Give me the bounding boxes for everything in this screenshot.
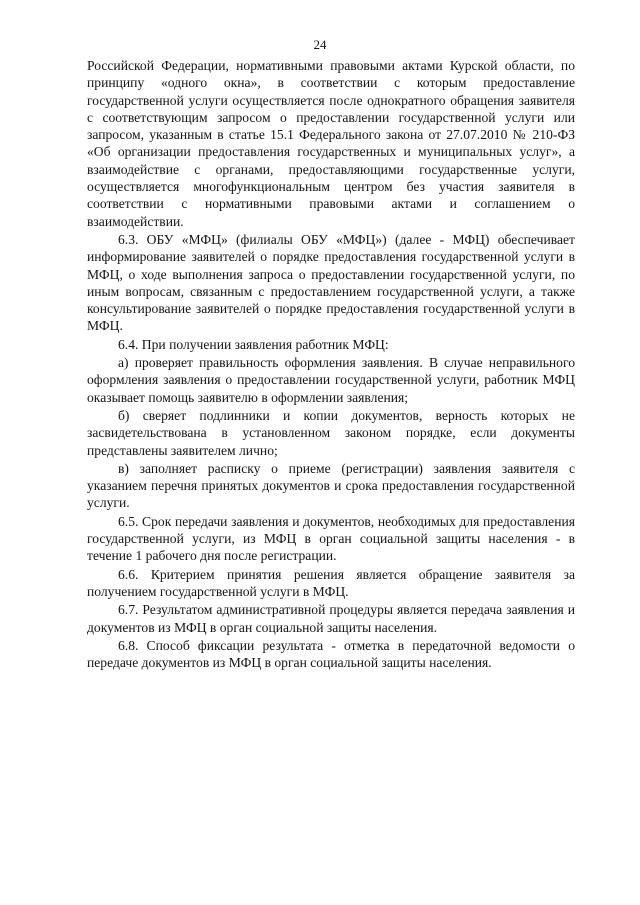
paragraph-6-4-a: а) проверяет правильность оформления заявления. В случае неправильного оформления заявления о предоставлении государственной услуги, работник МФЦ оказывает помощь заявителю в оформлении заявления; [87, 355, 575, 405]
page-number: 24 [313, 37, 327, 52]
paragraph-6-4-b: б) сверяет подлинники и копии документов, верность которых не засвидетельствована в установленном законом порядке, если документы представлены заявителем лично; [87, 407, 575, 458]
paragraph-6-4-v: в) заполняет расписку о приеме (регистрации) заявления заявителя с указанием перечня принятых документов и срока предоставления государственной услуги. [87, 460, 575, 511]
paragraph-6-8: 6.8. Способ фиксации результата - отметка в передаточной ведомости о передаче документов из МФЦ в орган социальной защиты населения. [87, 637, 575, 671]
document-body [87, 57, 575, 671]
paragraph-6-3: 6.3. ОБУ «МФЦ» (филиалы ОБУ «МФЦ») (далее - МФЦ) обеспечивает информирование заявителей о порядке предоставления государственной услуги в МФЦ, о ходе выполнения запроса о предоставлении государственной услуги, по иным вопросам, связанным с предоставлением государственной услуги, а также консультирование заявителей о порядке предоставления государственной услуги в МФЦ. [87, 231, 575, 334]
paragraph-continuation: Российской Федерации, нормативными правовыми актами Курской области, по принципу «одного окна», в соответствии с которым предоставление государственной услуги осуществляется после однократного обращения заявителя с соответствующим запросом о предоставлении государственной услуги или запросом, указанным в статье 15.1 Федерального закона от 27.07.2010 № 210-ФЗ «Об организации предоставления государственных и муниципальных услуг», а взаимодействие с органами, предоставляющими государственные услуги, осуществляется многофункциональным центром без участия заявителя в соответствии с нормативными правовыми актами и соглашением о взаимодействии. [87, 58, 575, 229]
paragraph-6-5: 6.5. Срок передачи заявления и документов, необходимых для предоставления государственной услуги, из МФЦ в орган социальной защиты населения - в течение 1 рабочего дня после регистрации. [87, 513, 575, 564]
paragraph-6-7: 6.7. Результатом административной процедуры является передача заявления и документов из МФЦ в орган социальной защиты населения. [87, 602, 575, 635]
paragraph-6-4: 6.4. При получении заявления работник МФЦ: [118, 336, 389, 352]
paragraph-6-6: 6.6. Критерием принятия решения является обращение заявителя за получением государственной услуги в МФЦ. [87, 566, 575, 599]
